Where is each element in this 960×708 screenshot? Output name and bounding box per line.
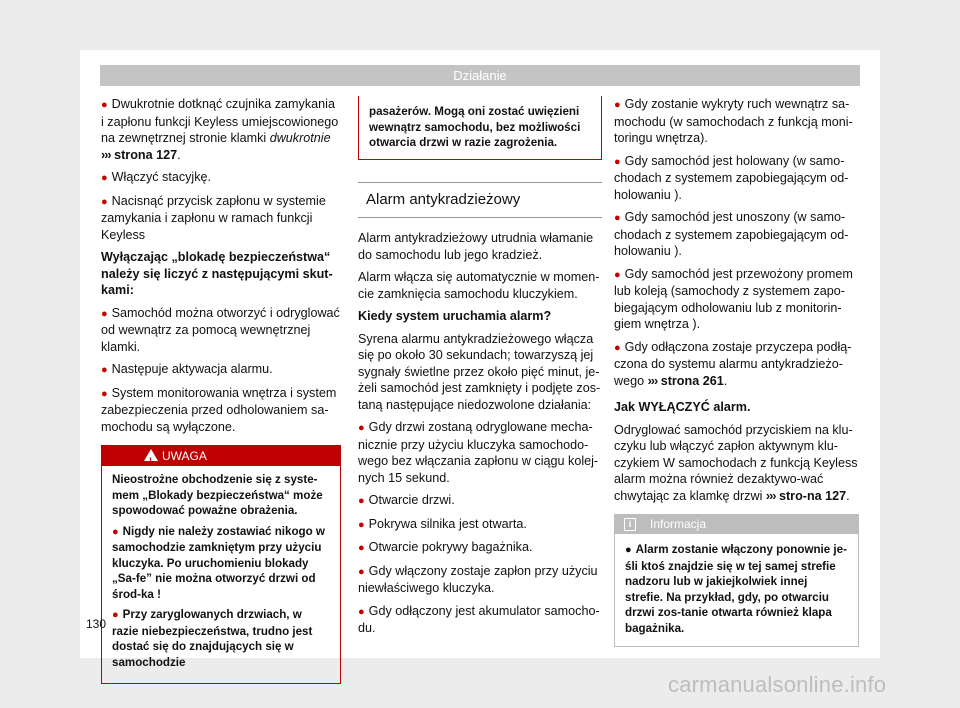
list-item: ● Następuje aktywacja alarmu. bbox=[101, 362, 273, 376]
watermark: carmanualsonline.info bbox=[668, 672, 887, 697]
info-box bbox=[614, 514, 859, 647]
list-item: ● Przy zaryglowanych drzwiach, w razie niebezpieczeństwa, trudno jest dostać się do znajdujących się w samochodzie bbox=[112, 608, 313, 669]
bullet-icon: ● bbox=[614, 341, 621, 354]
list-item: ● Otwarcie drzwi. bbox=[358, 493, 455, 507]
list-item: ● System monitorowania wnętrza i system zabezpieczenia przed odholowaniem sa-mochodu są wyłączone. bbox=[101, 385, 337, 434]
list-item: ● Gdy samochód jest unoszony (w samo-chodach z systemem zapobiegającym od-holowaniu ). bbox=[614, 210, 849, 258]
list-item: ● Gdy odłączony jest akumulator samocho-du. bbox=[358, 603, 600, 635]
bullet-icon: ● bbox=[358, 542, 365, 554]
bullet-icon: ● bbox=[101, 99, 108, 111]
bullet-icon: ● bbox=[101, 172, 108, 184]
bullet-icon: ● bbox=[614, 99, 621, 111]
page-link[interactable]: strona 261 bbox=[660, 373, 724, 388]
list-item: ● Pokrywa silnika jest otwarta. bbox=[358, 516, 527, 531]
column-3: ● Gdy zostanie wykryty ruch wewnątrz sa-mochodu (w samochodach z funkcją moni-toringu wnętrza). ● Gdy samochód jest holowany (w samo-chodach z systemem zapobiegającym od-holowaniu ). ● Gdy samochód jest unoszony (w samo-chodach z systemem zapobiegającym od-holowaniu ). ● Gdy samochód jest przewożony promem lub koleją (samochody z systemem zapo-biegającym odholowaniu lub z monitorin-giem wnętrza ). ● Gdy odłączona zostaje przyczepa podłą-czona do systemu alarmu antykradzieżo-wego ››› strona 261. Jak WYŁĄCZYĆ alarm. Odryglować samochód przyciskiem na klu-czyku lub włączyć zapłon aktywnym klu-czykiem W samochodach z funkcją Keyless alarm można również dezaktywo-wać chwytając za klamkę drzwi ››› stro-na 127. i Informacja ● Alarm zostanie włączony ponownie je-śli ktoś znajdzie się w tej samej strefie nadzoru lub w jakiejkolwiek innej strefie. Na przykład, gdy, po otwarciu drzwi zos-tanie otwarta również klapa bagażnika. bbox=[614, 96, 859, 647]
bullet-icon: ● bbox=[614, 268, 621, 281]
page-link[interactable]: stro-na 127 bbox=[778, 488, 847, 503]
bullet-icon: ● bbox=[358, 518, 365, 531]
page-number: 130 bbox=[86, 617, 107, 631]
list-item: ● Gdy samochód jest holowany (w samo-chodach z systemem zapobiegającym od-holowaniu ). bbox=[614, 153, 849, 202]
bullet-icon: ● bbox=[112, 609, 119, 621]
bullet-icon: ● bbox=[112, 525, 119, 538]
info-title: Informacja bbox=[650, 517, 707, 531]
bullet-icon: ● bbox=[101, 387, 108, 400]
list-item: ● Gdy zostanie wykryty ruch wewnątrz sa-mochodu (w samochodach z funkcją moni-toringu wnętrza). bbox=[614, 97, 853, 145]
info-icon: i bbox=[624, 518, 636, 531]
list-item: ● Gdy włączony zostaje zapłon przy użyciu niewłaściwego kluczyka. bbox=[358, 563, 598, 595]
subheading: Jak WYŁĄCZYĆ alarm. bbox=[614, 400, 751, 414]
warning-triangle-icon bbox=[144, 449, 158, 461]
subheading: Wyłączając „blokadę bezpieczeństwa“ należy się liczyć z następującymi skut-kami: bbox=[101, 250, 333, 297]
section-title: Alarm antykradzieżowy bbox=[358, 182, 602, 219]
warning-box bbox=[101, 445, 341, 684]
bullet-icon: ● bbox=[101, 364, 108, 376]
bullet-icon: ● bbox=[101, 195, 108, 208]
warning-header bbox=[102, 446, 340, 466]
bullet-icon: ● bbox=[614, 155, 621, 168]
warning-title: UWAGA bbox=[162, 449, 207, 463]
bullet-icon: ● bbox=[358, 565, 365, 578]
info-body bbox=[614, 534, 859, 647]
list-item: ● Alarm zostanie włączony ponownie je-śli ktoś znajdzie się w tej samej strefie nadzoru lub w jakiejkolwiek innej strefie. Na przykład, gdy, po otwarciu drzwi zos-tanie otwarta również klapa bagażnika. bbox=[625, 543, 847, 635]
bullet-icon: ● bbox=[625, 544, 632, 556]
bullet-icon: ● bbox=[358, 495, 365, 507]
column-1 bbox=[101, 96, 341, 684]
bullet-icon: ● bbox=[614, 212, 621, 224]
arrow-icon: ››› bbox=[765, 488, 776, 503]
list-item: ● Otwarcie pokrywy bagażnika. bbox=[358, 540, 533, 554]
list-item: ● Samochód można otworzyć i odryglować od wewnątrz za pomocą wewnętrznej klamki. bbox=[101, 305, 340, 354]
warning-continuation: pasażerów. Mogą oni zostać uwięzieni wewnątrz samochodu, bez możliwości otwarcia drzwi w razie zagrożenia. bbox=[358, 96, 602, 160]
warning-body: Nieostrożne obchodzenie się z syste-mem „Blokady bezpieczeństwa“ może spowodować poważne obrażenia. ● Nigdy nie należy zostawiać nikogo w samochodzie zamkniętym przy użyciu kluczyka. Po uruchomieniu blokady „Sa-fe” nie można otworzyć drzwi od środ-ka ! ● Przy zaryglowanych drzwiach, w razie niebezpieczeństwa, trudno jest dostać się do znajdujących się w samochodzie bbox=[102, 466, 340, 683]
column-2: pasażerów. Mogą oni zostać uwięzieni wewnątrz samochodu, bez możliwości otwarcia drzwi w razie zagrożenia. Alarm antykradzieżowy Alarm antykradzieżowy utrudnia włamanie do samochodu lub jego kradzież. Alarm włącza się automatycznie w momen-cie zamknięcia samochodu kluczykiem. Kiedy system uruchamia alarm? Syrena alarmu antykradzieżowego włącza się po około 30 sekundach; towarzyszą jej sygnały świetlne przez około pięć minut, je-żeli samochód jest zamknięty i podjęte zos-taną następujące niedozwolone działania: ● Gdy drzwi zostaną odryglowane mecha-nicznie przy użyciu kluczyka samochodo-wego bez włączania zapłonu w ciągu kolej-nych 15 sekund. ● Otwarcie drzwi. ● Pokrywa silnika jest otwarta. ● Otwarcie pokrywy bagażnika. ● Gdy włączony zostaje zapłon przy użyciu niewłaściwego kluczyka. ● Gdy odłączony jest akumulator samocho-du. bbox=[358, 96, 602, 643]
bullet-icon: ● bbox=[101, 307, 108, 320]
list-item: ● Nigdy nie należy zostawiać nikogo w samochodzie zamkniętym przy użyciu kluczyka. Po uruchomieniu blokady „Sa-fe” nie można otworzyć drzwi od środ-ka ! bbox=[112, 524, 325, 601]
page-header: Działanie bbox=[100, 65, 860, 86]
list-item: ● Włączyć stacyjkę. bbox=[101, 170, 212, 184]
list-item: ● Nacisnąć przycisk zapłonu w systemie zamykania i zapłonu w ramach funkcji Keyless bbox=[101, 193, 326, 242]
bullet-icon: ● bbox=[358, 422, 365, 434]
bullet-icon: ● bbox=[358, 605, 365, 618]
list-item: ● Gdy odłączona zostaje przyczepa podłą-czona do systemu alarmu antykradzieżo-wego ››› strona 261. bbox=[614, 339, 852, 388]
list-item: ● Gdy drzwi zostaną odryglowane mecha-nicznie przy użyciu kluczyka samochodo-wego bez włączania zapłonu w ciągu kolej-nych 15 sekund. bbox=[358, 420, 599, 485]
subheading: Kiedy system uruchamia alarm? bbox=[358, 309, 552, 323]
arrow-icon: ››› bbox=[101, 147, 111, 162]
arrow-icon: ››› bbox=[647, 373, 658, 388]
page-link[interactable]: strona 127 bbox=[114, 147, 178, 162]
list-item: ● Dwukrotnie dotknąć czujnika zamykania i zapłonu funkcji Keyless umiejscowionego na zewnętrznej stronie klamki dwukrotnie ››› strona 127. bbox=[101, 97, 339, 162]
info-header bbox=[614, 514, 859, 534]
list-item: ● Gdy samochód jest przewożony promem lub koleją (samochody z systemem zapo-biegającym odholowaniu lub z monitorin-giem wnętrza ). bbox=[614, 266, 853, 331]
